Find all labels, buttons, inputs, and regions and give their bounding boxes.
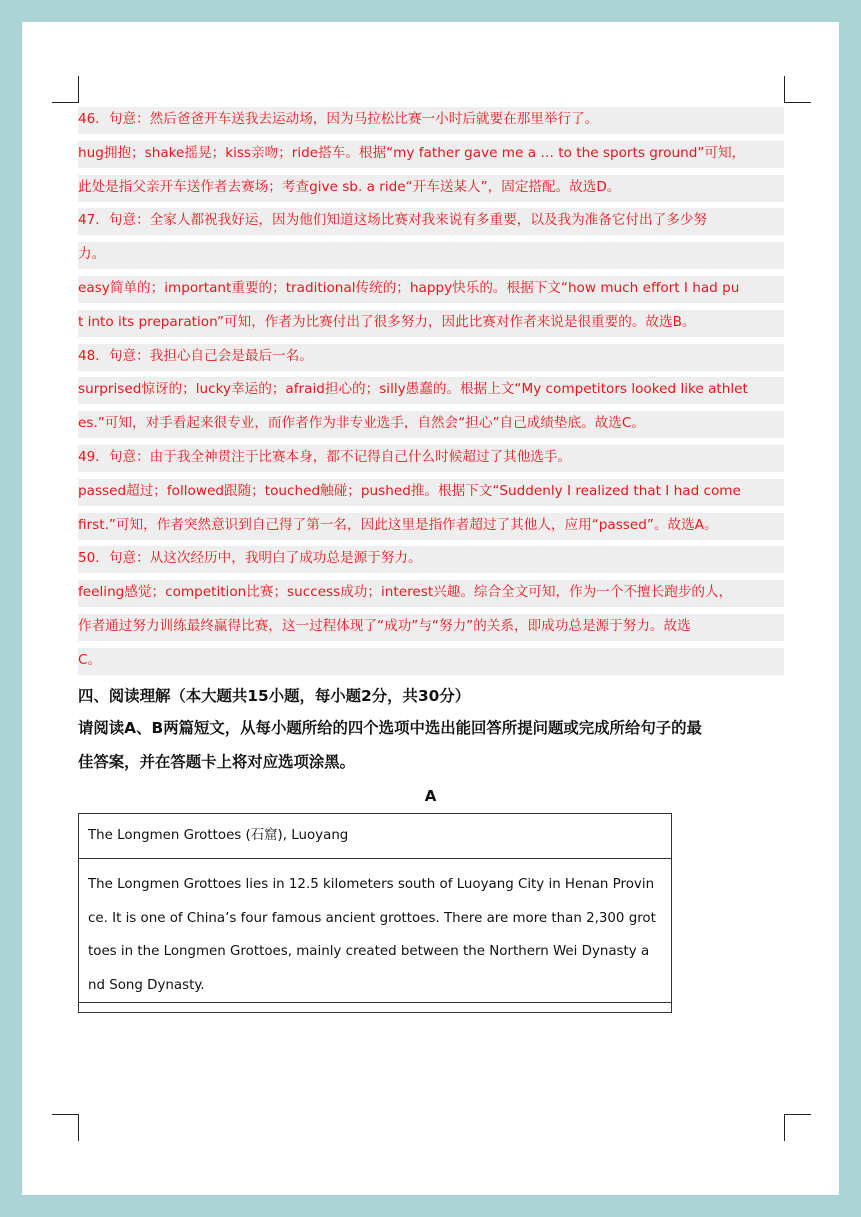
answer-explanations (78, 104, 784, 679)
crop-mark-top-right (784, 76, 811, 103)
answer-line: 50．句意：从这次经历中，我明白了成功总是源于努力。 (78, 543, 784, 577)
answer-line: feeling感觉；competition比赛；success成功；interest兴趣。综合全文可知，作为一个不擅长跑步的人， (78, 577, 784, 611)
answer-line: 此处是指父亲开车送作者去赛场；考查give sb. a ride“开车送某人”，固定搭配。故选D。 (78, 172, 784, 206)
answer-line: 46．句意：然后爸爸开车送我去运动场，因为马拉松比赛一小时后就要在那里举行了。 (78, 104, 784, 138)
answer-line: 作者通过努力训练最终赢得比赛，这一过程体现了“成功”与“努力”的关系，即成功总是源于努力。故选 (78, 611, 784, 645)
passage-line: toes in the Longmen Grottoes, mainly created between the Northern Wei Dynasty a (88, 944, 650, 960)
section-instruction-line-2: 佳答案，并在答题卡上将对应选项涂黑。 (78, 753, 356, 771)
section-heading: 四、阅读理解（本大题共15小题，每小题2分，共30分） (78, 687, 471, 705)
section-instruction-line-1: 请阅读A、B两篇短文，从每小题所给的四个选项中选出能回答所提问题或完成所给句子的最 (78, 719, 702, 737)
answer-line: C。 (78, 645, 784, 679)
answer-line: 力。 (78, 239, 784, 273)
passage-letter: A (424, 787, 437, 805)
answer-line: es.”可知，对手看起来很专业，而作者作为非专业选手，自然会“担心”自己成绩垫底。故选C。 (78, 408, 784, 442)
crop-mark-bottom-left (52, 1114, 79, 1141)
answer-line: passed超过；followed跟随；touched触碰；pushed推。根据下文“Suddenly I realized that I had come (78, 476, 784, 510)
answer-line: 48．句意：我担心自己会是最后一名。 (78, 341, 784, 375)
passage-table-rule (79, 1002, 671, 1003)
answer-line: easy简单的；important重要的；traditional传统的；happy快乐的。根据下文“how much effort I had pu (78, 273, 784, 307)
passage-line: The Longmen Grottoes lies in 12.5 kilometers south of Luoyang City in Henan Provin (88, 877, 655, 892)
answer-line: hug拥抱；shake摇晃；kiss亲吻；ride搭车。根据“my father gave me a … to the sports ground”可知， (78, 138, 784, 172)
passage-table (78, 813, 672, 1013)
answer-line: t into its preparation”可知，作者为比赛付出了很多努力，因此比赛对作者来说是很重要的。故选B。 (78, 307, 784, 341)
answer-line: 47．句意：全家人都祝我好运，因为他们知道这场比赛对我来说有多重要，以及我为准备它付出了多少努 (78, 205, 784, 239)
passage-line: nd Song Dynasty. (88, 977, 205, 993)
passage-title: The Longmen Grottoes (石窟), Luoyang (79, 814, 671, 859)
crop-mark-top-left (52, 76, 79, 103)
answer-line: first.”可知，作者突然意识到自己得了第一名，因此这里是指作者超过了其他人，应用“passed”。故选A。 (78, 510, 784, 544)
passage-body (79, 859, 671, 1002)
passage-line: ce. It is one of China’s four famous ancient grottoes. There are more than 2,300 grot (88, 910, 656, 926)
answer-line: 49．句意：由于我全神贯注于比赛本身，都不记得自己什么时候超过了其他选手。 (78, 442, 784, 476)
answer-line: surprised惊讶的；lucky幸运的；afraid担心的；silly愚蠢的。根据上文“My competitors looked like athlet (78, 374, 784, 408)
crop-mark-bottom-right (784, 1114, 811, 1141)
